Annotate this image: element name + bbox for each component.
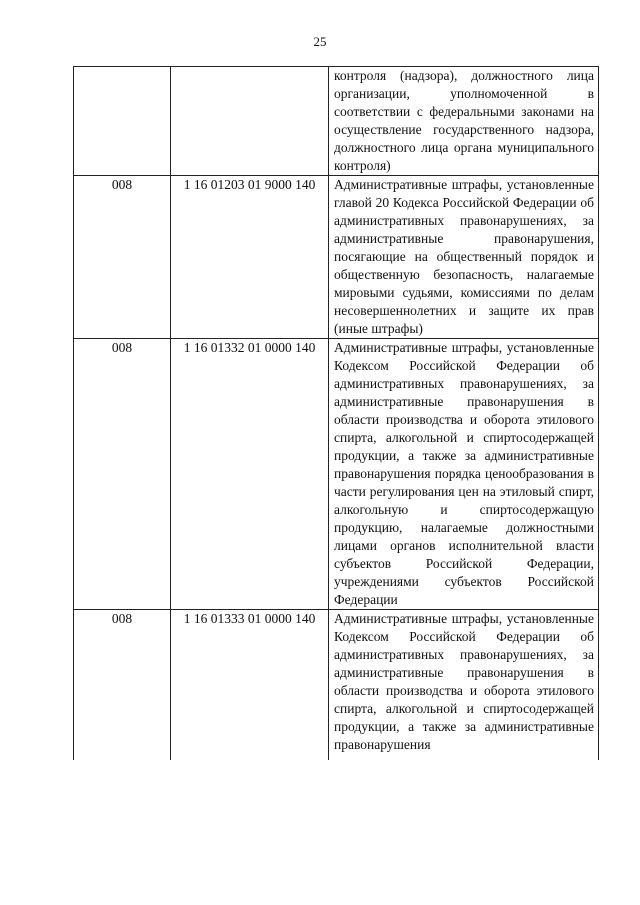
table-row <box>74 610 599 761</box>
table-row <box>74 67 599 176</box>
admin-code-cell: 008 <box>74 339 171 610</box>
kbk-code-cell <box>171 67 329 176</box>
page-number: 25 <box>313 34 327 49</box>
name-cell <box>329 67 599 176</box>
kbk-code-cell: 1 16 01203 01 9000 140 <box>171 176 329 339</box>
name-text: контроля (надзора), должностного лица организации, уполномоченной в соответствии с федеральными законами на осуществление государственного надзора, должностного лица органа муниципального контроля) <box>334 68 594 173</box>
name-text: Административные штрафы, установленные Кодексом Российской Федерации об административных правонарушениях, за административные правонарушения в области производства и оборота этилового спирта, алкогольной и спиртосодержащей продукции, а также за административные правонарушения порядка ценообразования в части регулирования цен на этиловый спирт, алкогольную и спиртосодержащую продукцию, налагаемые должностными лицами органов исполнительной власти субъектов Российской Федерации, учреждениями субъектов Российской Федерации <box>334 340 594 607</box>
budget-codes-table <box>73 66 599 760</box>
name-cell <box>329 610 599 761</box>
kbk-code-cell: 1 16 01333 01 0000 140 <box>171 610 329 761</box>
admin-code-cell: 008 <box>74 176 171 339</box>
name-cell <box>329 339 599 610</box>
admin-code-cell <box>74 67 171 176</box>
name-text: Административные штрафы, установленные Кодексом Российской Федерации об административных правонарушениях, за административные правонарушения в области производства и оборота этилового спирта, алкогольной и спиртосодержащей продукции, а также за административные правонарушения <box>334 611 594 752</box>
table-row <box>74 339 599 610</box>
admin-code-cell: 008 <box>74 610 171 761</box>
kbk-code-cell: 1 16 01332 01 0000 140 <box>171 339 329 610</box>
name-text: Административные штрафы, установленные главой 20 Кодекса Российской Федерации об административных правонарушениях, за административные правонарушения, посягающие на общественный порядок и общественную безопасность, налагаемые мировыми судьями, комиссиями по делам несовершеннолетних и защите их прав (иные штрафы) <box>334 177 594 336</box>
name-cell <box>329 176 599 339</box>
table-row <box>74 176 599 339</box>
